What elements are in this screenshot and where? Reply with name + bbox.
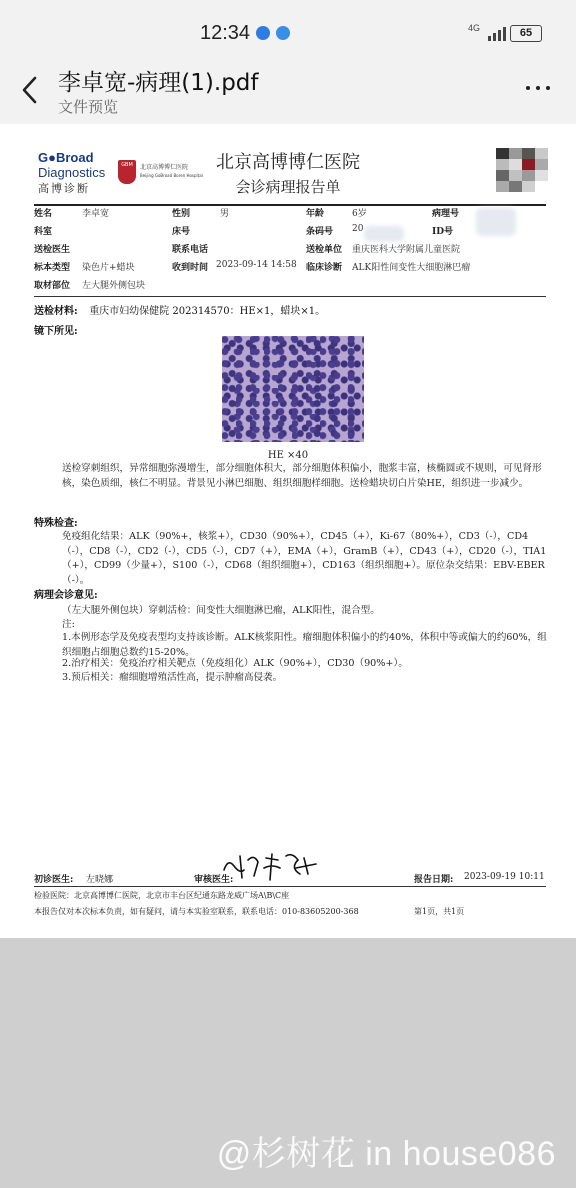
pdf-page[interactable] bbox=[0, 124, 576, 938]
redaction bbox=[476, 208, 516, 236]
material-section: 送检材料: 重庆市妇幼保健院 202314570：HE×1，蜡块×1。 bbox=[34, 306, 326, 317]
footer-hospital: 检验医院：北京高博博仁医院，北京市丰台区纪通东路龙威广场A\B\C座 bbox=[34, 891, 290, 900]
special-text: 免疫组化结果：ALK（90%+，核浆+），CD30（90%+），CD45（+），Ki-67（80%+），CD3（-），CD4（-），CD8（-），CD2（-），CD5（-），CD7（+），EMA（+），GramB（+），CD43（+），CD20（-），TIA1（+），CD99（少量+），S100（-），CD68（组织细胞+），CD163（组织细胞+）。原位杂交结果：EBV-EBER（-）。 bbox=[62, 531, 547, 586]
note-2: 2.治疗相关：免疫治疗相关靶点（免疫组化）ALK（90%+），CD30（90%+）。 bbox=[62, 658, 408, 669]
sync-icon bbox=[276, 26, 290, 40]
gbm-logo-icon: GBM bbox=[118, 160, 136, 184]
report-title: 会诊病理报告单 bbox=[235, 178, 341, 196]
hospital-name: 北京高博博仁医院 bbox=[216, 152, 360, 173]
status-time: 12:34 bbox=[200, 22, 251, 44]
diag-main: （左大腿外侧包块）穿刺活检：间变性大细胞淋巴瘤，ALK阳性，混合型。 bbox=[62, 605, 380, 616]
diag-heading: 病理会诊意见: bbox=[34, 590, 98, 601]
gobroad-logo: G●Broad Diagnostics 高博诊断 bbox=[38, 150, 106, 195]
network-label: 4G bbox=[467, 23, 480, 33]
gbm-hospital-name: 北京高博博仁医院 Beijing GoBroad Boren Hospital bbox=[140, 164, 203, 178]
micro-heading: 镜下所见: bbox=[34, 326, 78, 337]
more-options-icon[interactable] bbox=[526, 86, 550, 90]
file-title: 李卓宽-病理(1).pdf bbox=[58, 70, 259, 96]
microscopy-image bbox=[222, 336, 364, 442]
note-3: 3.预后相关：瘤细胞增殖活性高，提示肿瘤高侵袭。 bbox=[62, 672, 283, 683]
redaction bbox=[364, 226, 404, 242]
footer-note: 本报告仅对本次标本负责，如有疑问，请与本实验室联系，联系电话：010-83605200-368 第1页，共1页 bbox=[34, 907, 465, 916]
note-1: 1.本例形态学及免疫表型均支持该诊断。ALK核浆阳性。瘤细胞体积偏小的约40%，体积中等或偏大的约60%，组织细胞占细胞总数约15-20%。 bbox=[62, 632, 547, 658]
signature-row: 初诊医生: 左晓娜 审核医生: 报告日期: 2023-09-19 10:11 bbox=[34, 872, 545, 885]
qr-code-icon bbox=[496, 148, 548, 192]
app-header bbox=[0, 56, 576, 122]
divider bbox=[34, 296, 546, 297]
file-subtitle: 文件预览 bbox=[58, 98, 119, 116]
watermark: @杉树花 in house086 bbox=[216, 1135, 556, 1173]
vpn-shield-icon bbox=[256, 26, 270, 40]
micro-text: 送检穿刺组织，异常细胞弥漫增生，部分细胞体积大，部分细胞体积偏小，胞浆丰富，核椭圆或不规则，可见肾形核，染色质细，核仁不明显。背景见小淋巴细胞、组织细胞样细胞。送检蜡块切白片染HE，组织进一步减少。 bbox=[62, 463, 542, 489]
patient-info: 姓名 李卓宽 性别 男 年龄 6岁 病理号 科室 床号 条码号 20 ID号 送检医生 联系电话 送检单位 重庆医科大学附属儿童医院 标本类型 染色片+蜡块 收到时间 2023-09-14 14:58 临床诊断 ALK阳性间变性大细胞淋巴瘤 取材部位 左大腿外侧包块 bbox=[34, 209, 471, 291]
special-heading: 特殊检查: bbox=[34, 518, 78, 529]
back-arrow-icon[interactable] bbox=[18, 74, 42, 106]
signal-icon bbox=[488, 25, 506, 41]
divider bbox=[34, 886, 546, 887]
battery-icon: 65 bbox=[510, 25, 542, 42]
note-label: 注: bbox=[62, 619, 75, 630]
image-caption: HE ×40 bbox=[267, 450, 309, 461]
